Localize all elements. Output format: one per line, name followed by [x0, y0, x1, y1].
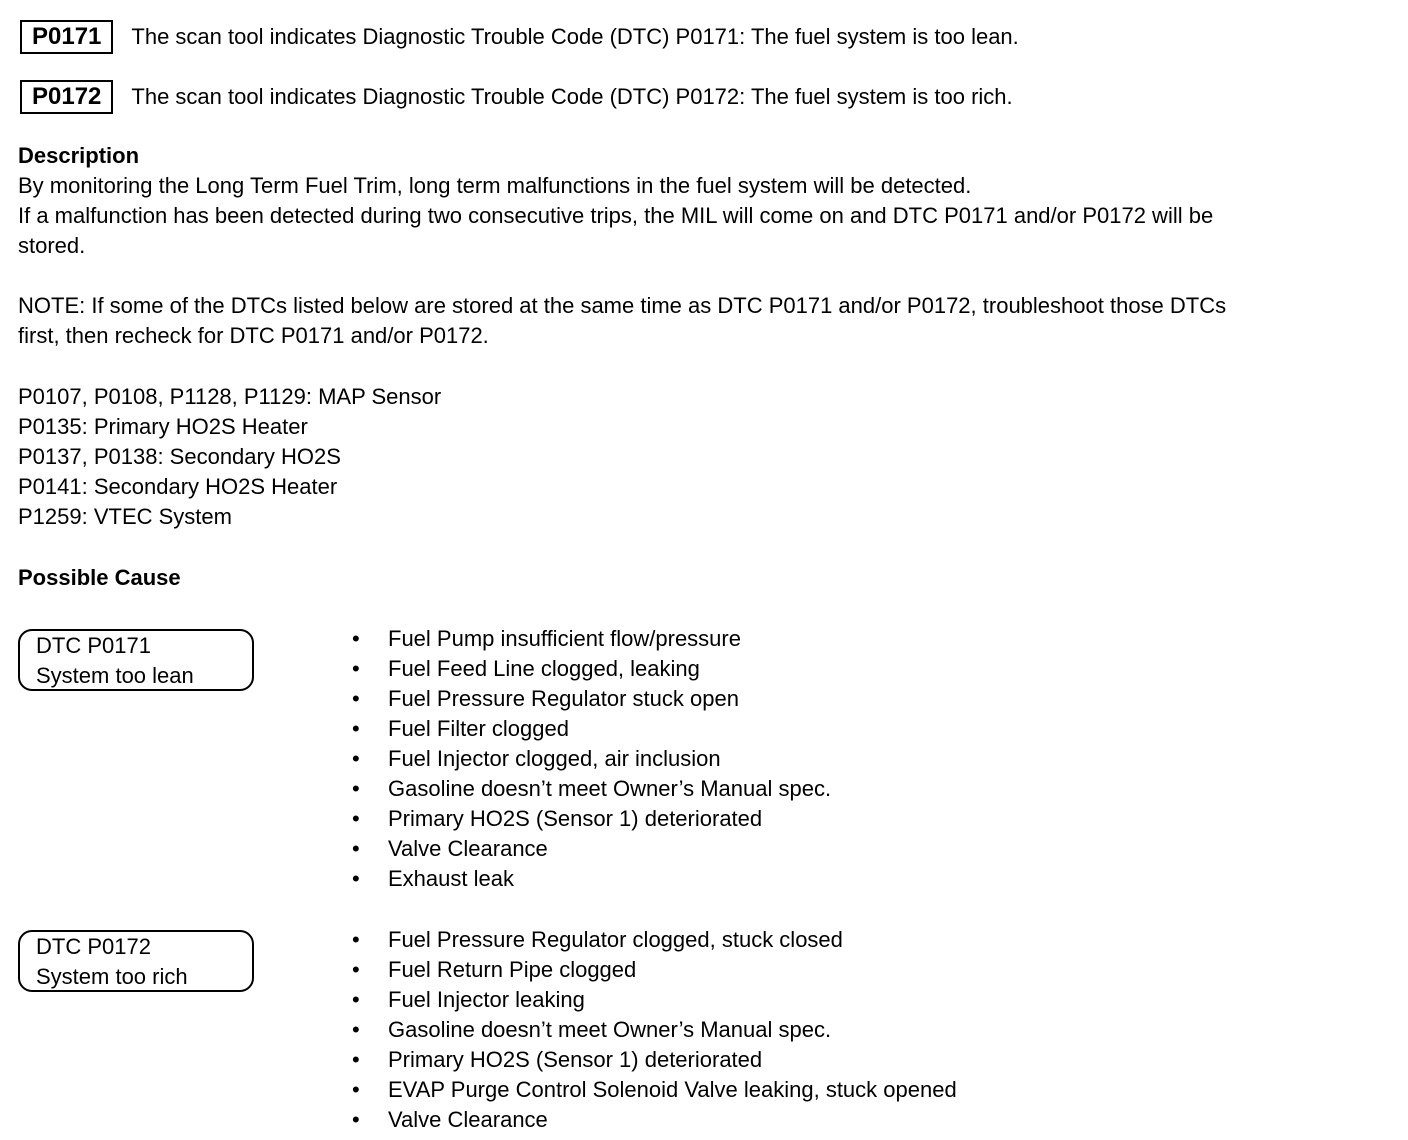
description-line: By monitoring the Long Term Fuel Trim, long term malfunctions in the fuel system will be detected.	[18, 173, 972, 198]
bullet-icon: •	[352, 806, 360, 831]
related-dtc-item: P0141: Secondary HO2S Heater	[18, 474, 338, 499]
list-item: • Fuel Pump insufficient flow/pressure	[352, 624, 831, 654]
list-item: • Fuel Filter clogged	[352, 714, 831, 744]
list-item: • Gasoline doesn’t meet Owner’s Manual spec.	[352, 774, 831, 804]
lean-cause-list	[352, 624, 831, 894]
description-line: stored.	[18, 233, 86, 258]
list-item: • Valve Clearance	[352, 834, 831, 864]
bullet-icon: •	[352, 836, 360, 861]
list-item: • Gasoline doesn’t meet Owner’s Manual spec.	[352, 1015, 957, 1045]
list-item: • Exhaust leak	[352, 864, 831, 894]
bullet-icon: •	[352, 716, 360, 741]
related-dtc-item: P0135: Primary HO2S Heater	[18, 414, 308, 439]
bullet-icon: •	[352, 686, 360, 711]
dtc-code-badge: P0172	[20, 80, 113, 114]
list-item: • EVAP Purge Control Solenoid Valve leaking, stuck opened	[352, 1075, 957, 1105]
bullet-icon: •	[352, 626, 360, 651]
bullet-icon: •	[352, 656, 360, 681]
description-heading: Description	[18, 143, 140, 168]
related-dtc-item: P1259: VTEC System	[18, 504, 232, 529]
dtc-code-badge: P0171	[20, 20, 113, 54]
cause-box-label: System too lean	[36, 663, 194, 688]
dtc-header-text: The scan tool indicates Diagnostic Trouble Code (DTC) P0171: The fuel system is too lean.	[131, 24, 1019, 49]
list-item: • Fuel Pressure Regulator clogged, stuck closed	[352, 925, 957, 955]
cause-box-rich	[18, 930, 254, 992]
bullet-icon: •	[352, 927, 360, 952]
bullet-icon: •	[352, 776, 360, 801]
cause-box-code: DTC P0172	[36, 934, 151, 959]
cause-box-lean	[18, 629, 254, 691]
list-item: • Fuel Injector leaking	[352, 985, 957, 1015]
dtc-header-p0172	[20, 80, 1013, 114]
note-line: first, then recheck for DTC P0171 and/or P0172.	[18, 323, 489, 348]
list-item: • Fuel Feed Line clogged, leaking	[352, 654, 831, 684]
related-dtc-item: P0107, P0108, P1128, P1129: MAP Sensor	[18, 384, 442, 409]
rich-cause-list	[352, 925, 957, 1135]
bullet-icon: •	[352, 987, 360, 1012]
bullet-icon: •	[352, 1077, 360, 1102]
bullet-icon: •	[352, 746, 360, 771]
related-dtc-item: P0137, P0138: Secondary HO2S	[18, 444, 341, 469]
list-item: • Fuel Return Pipe clogged	[352, 955, 957, 985]
list-item: • Valve Clearance	[352, 1105, 957, 1135]
list-item: • Fuel Pressure Regulator stuck open	[352, 684, 831, 714]
bullet-icon: •	[352, 866, 360, 891]
cause-box-label: System too rich	[36, 964, 188, 989]
list-item: • Fuel Injector clogged, air inclusion	[352, 744, 831, 774]
bullet-icon: •	[352, 1017, 360, 1042]
possible-cause-heading: Possible Cause	[18, 565, 181, 590]
bullet-icon: •	[352, 1047, 360, 1072]
cause-box-code: DTC P0171	[36, 633, 151, 658]
list-item: • Primary HO2S (Sensor 1) deteriorated	[352, 804, 831, 834]
description-line: If a malfunction has been detected during two consecutive trips, the MIL will come on and DTC P0171 and/or P0172 will be	[18, 203, 1214, 228]
dtc-header-text: The scan tool indicates Diagnostic Trouble Code (DTC) P0172: The fuel system is too rich.	[131, 84, 1013, 109]
bullet-icon: •	[352, 1107, 360, 1132]
note-line: NOTE: If some of the DTCs listed below are stored at the same time as DTC P0171 and/or P0172, troubleshoot those DTCs	[18, 293, 1227, 318]
dtc-header-p0171	[20, 20, 1019, 54]
list-item: • Primary HO2S (Sensor 1) deteriorated	[352, 1045, 957, 1075]
bullet-icon: •	[352, 957, 360, 982]
